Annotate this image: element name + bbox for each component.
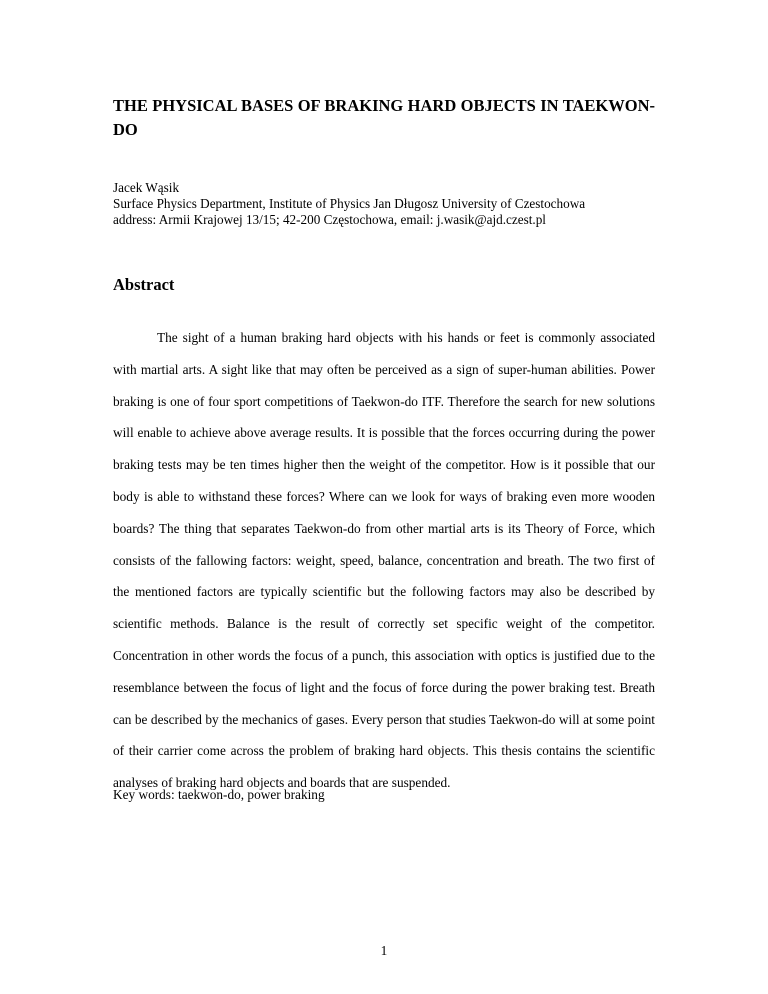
page-number: 1 — [380, 943, 388, 958]
author-block — [113, 180, 655, 228]
author-affiliation: Surface Physics Department, Institute of Physics Jan Długosz University of Czestochowa — [113, 196, 586, 211]
abstract-body: The sight of a human braking hard objects with his hands or feet is commonly associated with martial arts. A sight like that may often be perceived as a sign of super-human abilities. Power braking is one of four sport competitions of Taekwon-do ITF. Therefore the search for new solutions will enable to achieve above average results. It is possible that the forces occurring during the power braking tests may be ten times higher then the weight of the competitor. How is it possible that our body is able to withstand these forces? Where can we look for ways of braking even more wooden boards? The thing that separates Taekwon-do from other martial arts is its Theory of Force, which consists of the fallowing factors: weight, speed, balance, concentration and breath. The two first of the mentioned factors are typically scientific but the following factors may also be described by scientific methods. Balance is the result of correctly set specific weight of the competitor. Concentration in other words the focus of a punch, this association with optics is justified due to the resemblance between the focus of light and the focus of force during the power braking test. Breath can be described by the mechanics of gases. Every person that studies Taekwon-do will at some point of their carrier come across the problem of braking hard objects. This thesis contains the scientific analyses of braking hard objects and boards that are suspended. — [113, 330, 655, 791]
abstract-heading: Abstract — [113, 275, 175, 294]
paper-title: THE PHYSICAL BASES OF BRAKING HARD OBJECTS IN TAEKWON-DO — [113, 96, 655, 139]
author-address: address: Armii Krajowej 13/15; 42-200 Częstochowa, email: j.wasik@ajd.czest.pl — [113, 212, 546, 227]
keywords: Key words: taekwon-do, power braking — [113, 787, 325, 802]
author-name: Jacek Wąsik — [113, 180, 180, 195]
